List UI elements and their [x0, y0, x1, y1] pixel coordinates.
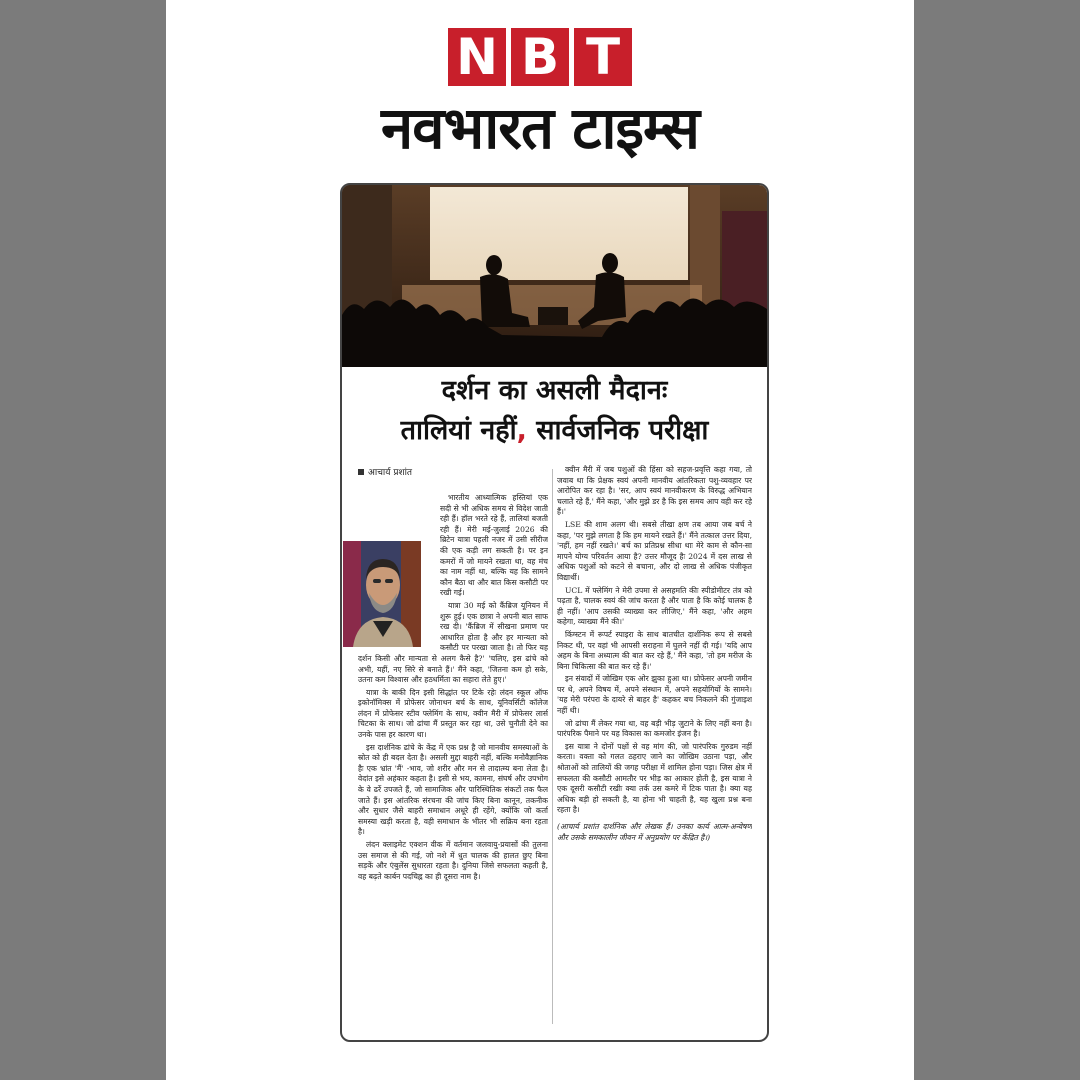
paragraph: LSE की शाम अलग थी। सबसे तीखा क्षण तब आया जब बर्च ने कहा, 'पर मुझे लगता है कि हम मायने रखते हैं।' मैंने तत्काल उत्तर दिया, 'नहीं, हम नहीं रखते।' बर्च का प्रतिप्रश्न सीधा थाः मेरे काम से कौन-सा मापने योग्य परिवर्तन आया है? उत्तर मौजूद हैः 2024 में दस लाख से अधिक पशुओं को कटने से बचाना, और दो लाख से अधिक पंजीकृत विद्यार्थी।: [557, 519, 752, 582]
headline: [342, 371, 767, 451]
headline-line-2: [342, 411, 767, 451]
left-margin: [0, 0, 166, 1080]
stage-photo: [342, 185, 767, 367]
paragraph: क्वीन मैरी में जब पशुओं की हिंसा को सहज-प्रवृत्ति कहा गया, तो जवाब था कि प्रेक्षक स्वयं अपनी मानवीय आंतरिकता पशु-व्यवहार पर आरोपित कर रहा है। 'सर, आप स्वयं मानवीकरण के विरुद्ध अभियान चलाते रहे हैं,' मैंने कहा, 'और मुझे डर है कि इस समय आप वही कर रहे हैं।': [557, 465, 752, 517]
paragraph: UCL में फ्लेमिंग ने मेरी उपमा से असहमति कीः स्पीडोमीटर तंत्र को पढ़ता है, चालक स्वयं की जांच करता है और पाता है कि कोई चालक है ही नहीं। 'आप उसकी व्याख्या कर लीजिए,' मैंने कहा, 'और अहम कहेगा, व्याख्या मैंने की।': [557, 585, 752, 627]
article-card: [340, 183, 769, 1042]
paragraph: इन संवादों में जोखिम एक ओर झुका हुआ था। प्रोफेसर अपनी जमीन पर थे, अपने विषय में, अपने संस्थान में, अपने सहयोगियों के सामने। 'यह मेरी परंपरा के दायरे से बाहर है' कहकर बच निकलने की गुंजाइश नहीं थी।: [557, 674, 752, 716]
author-note: (आचार्य प्रशांत दार्शनिक और लेखक हैं। उनका कार्य आत्म-अन्वेषण और उसके समकालीन जीवन में अनुप्रयोग पर केंद्रित है।): [557, 822, 752, 842]
byline: [358, 465, 412, 478]
headline-line-1: दर्शन का असली मैदानः: [441, 375, 668, 406]
author-photo: [343, 541, 421, 647]
masthead: नवभारत टाइम्स: [381, 94, 699, 162]
paragraph: इस यात्रा ने दोनों पक्षों से वह मांग की, जो पारंपरिक गुरुडम नहीं करता। वक्ता को गलत ठहराए जाने का जोखिम उठाना पड़ा, और श्रोताओं को तालियों की जगह परीक्षा में शामिल होना पड़ा। जिस क्षेत्र में सफलता की कसौटी आमतौर पर भीड़ का आकार होती है, इस यात्रा ने एक दूसरी कसौटी रखीः क्या तर्क उस कमरे में टिक पाता है। क्या यह अधिक बड़ी हो सकती है, या होना भी चाहती है, यह खुला प्रश्न बना रहता है।: [557, 741, 752, 815]
nbt-logo: [448, 28, 632, 86]
paragraph: यात्रा 30 मई को कैंब्रिज यूनियन में शुरू हुई। एक छात्रा ने अपनी बात साफ रख दी। 'कैंब्रिज में सीखना प्रमाण पर आधारित होता है और हर मान्यता को कसौटी पर परखा जाता है। तो फिर यह दर्शन किसी और मान्यता से अलग कैसे है?' 'चलिए, इस ढांचे को अभी, यहीं, नए सिरे से बनाते हैं।' मैंने कहा, 'जितना कम हो सके, उतना कम विश्वास और हठधर्मिता का सहारा लेते हुए।': [358, 600, 548, 685]
logo-letter-b: B: [511, 28, 569, 86]
paragraph: इस दार्शनिक ढांचे के केंद्र में एक प्रश्न है जो मानवीय समस्याओं के स्रोत को ही बदल देता है। असली मुद्दा बाहरी नहीं, बल्कि मनोवैज्ञानिक हैः एक भ्रांत 'मैं' -भाव, जो शरीर और मन से तादात्म्य बना लेता है। वेदांत इसे अहंकार कहता है। इसी से भय, कामना, संघर्ष और उपभोग के वे ढर्रे उपजते हैं, जो सामाजिक और पारिस्थितिक संकटों तक फैल जाते हैं। इस आंतरिक संरचना की जांच किए बिना कानून, तकनीक और सुधार जैसे बाहरी समाधान अधूरे ही रहेंगे, क्योंकि जो कर्ता समस्या खड़ी करता है, वही समाधान के भीतर भी सक्रिय बना रहता है।: [358, 742, 548, 837]
newspaper-page: [166, 0, 914, 1080]
headline-comma: ,: [516, 415, 527, 446]
paragraph: किंग्स्टन में रूपर्ट स्पाइरा के साथ बातचीत दार्शनिक रूप से सबसे निकट थी, पर वहां भी आपसी सराहना में घुलने नहीं दी गई। 'यदि आप अहम के बिना अध्यात्म की बात कर रहे हैं,' मैंने कहा, 'तो हम मरीज के बिना चिकित्सा की बात कर रहे हैं।': [557, 629, 752, 671]
byline-square-icon: [358, 469, 364, 475]
right-margin: [914, 0, 1080, 1080]
byline-author: आचार्य प्रशांत: [368, 468, 413, 478]
article-column-right: [557, 465, 752, 1010]
logo-letter-n: N: [448, 28, 506, 86]
paragraph: जो ढांचा मैं लेकर गया था, वह बड़ी भीड़ जुटाने के लिए नहीं बना है। पारंपरिक पैमाने पर यह विकास का कमजोर इंजन है।: [557, 718, 752, 739]
headline-part-a: तालियां नहीं: [400, 415, 517, 446]
paragraph: यात्रा के बाकी दिन इसी सिद्धांत पर टिके रहेः लंदन स्कूल ऑफ इकोनॉमिक्स में प्रोफेसर जोनाथन बर्च के साथ, यूनिवर्सिटी कॉलेज लंदन में प्रोफेसर स्टीव फ्लेमिंग के साथ, क्वीन मैरी में प्रोफेसर लार्स चिटका के साथ। जो ढांचा मैं प्रस्तुत कर रहा था, उसे चुनौती देने का उनके पास हर कारण था।: [358, 687, 548, 740]
paragraph: भारतीय आध्यात्मिक हस्तियां एक सदी से भी अधिक समय से विदेश जाती रही हैं। हॉल भरते रहे हैं, तालियां बजती रही हैं। मेरी मई-जुलाई 2026 की ब्रिटेन यात्रा पहली नजर में उसी सीरीज की एक कड़ी लग सकती है। पर इन कमरों में जो मायने रखता था, वह मंच का नाम नहीं था, बल्कि यह कि सामने कौन बैठा था और बात किस कसौटी पर रखी गई।: [440, 493, 548, 598]
paragraph: लंदन क्लाइमेट एक्शन वीक में वर्तमान जलवायु-प्रयासों की तुलना उस समाज से की गई, जो नशे में धुत चालक की हालत छुए बिना सड़कें और एंबुलेंस सुधारता रहता है। दुनिया जिसे सफलता कहती है, वह बढ़ते कार्बन पदचिह्न का ही दूसरा नाम है।: [358, 840, 548, 881]
column-divider: [552, 469, 553, 1024]
headline-part-b: सार्वजनिक परीक्षा: [526, 415, 709, 446]
logo-letter-t: T: [574, 28, 632, 86]
